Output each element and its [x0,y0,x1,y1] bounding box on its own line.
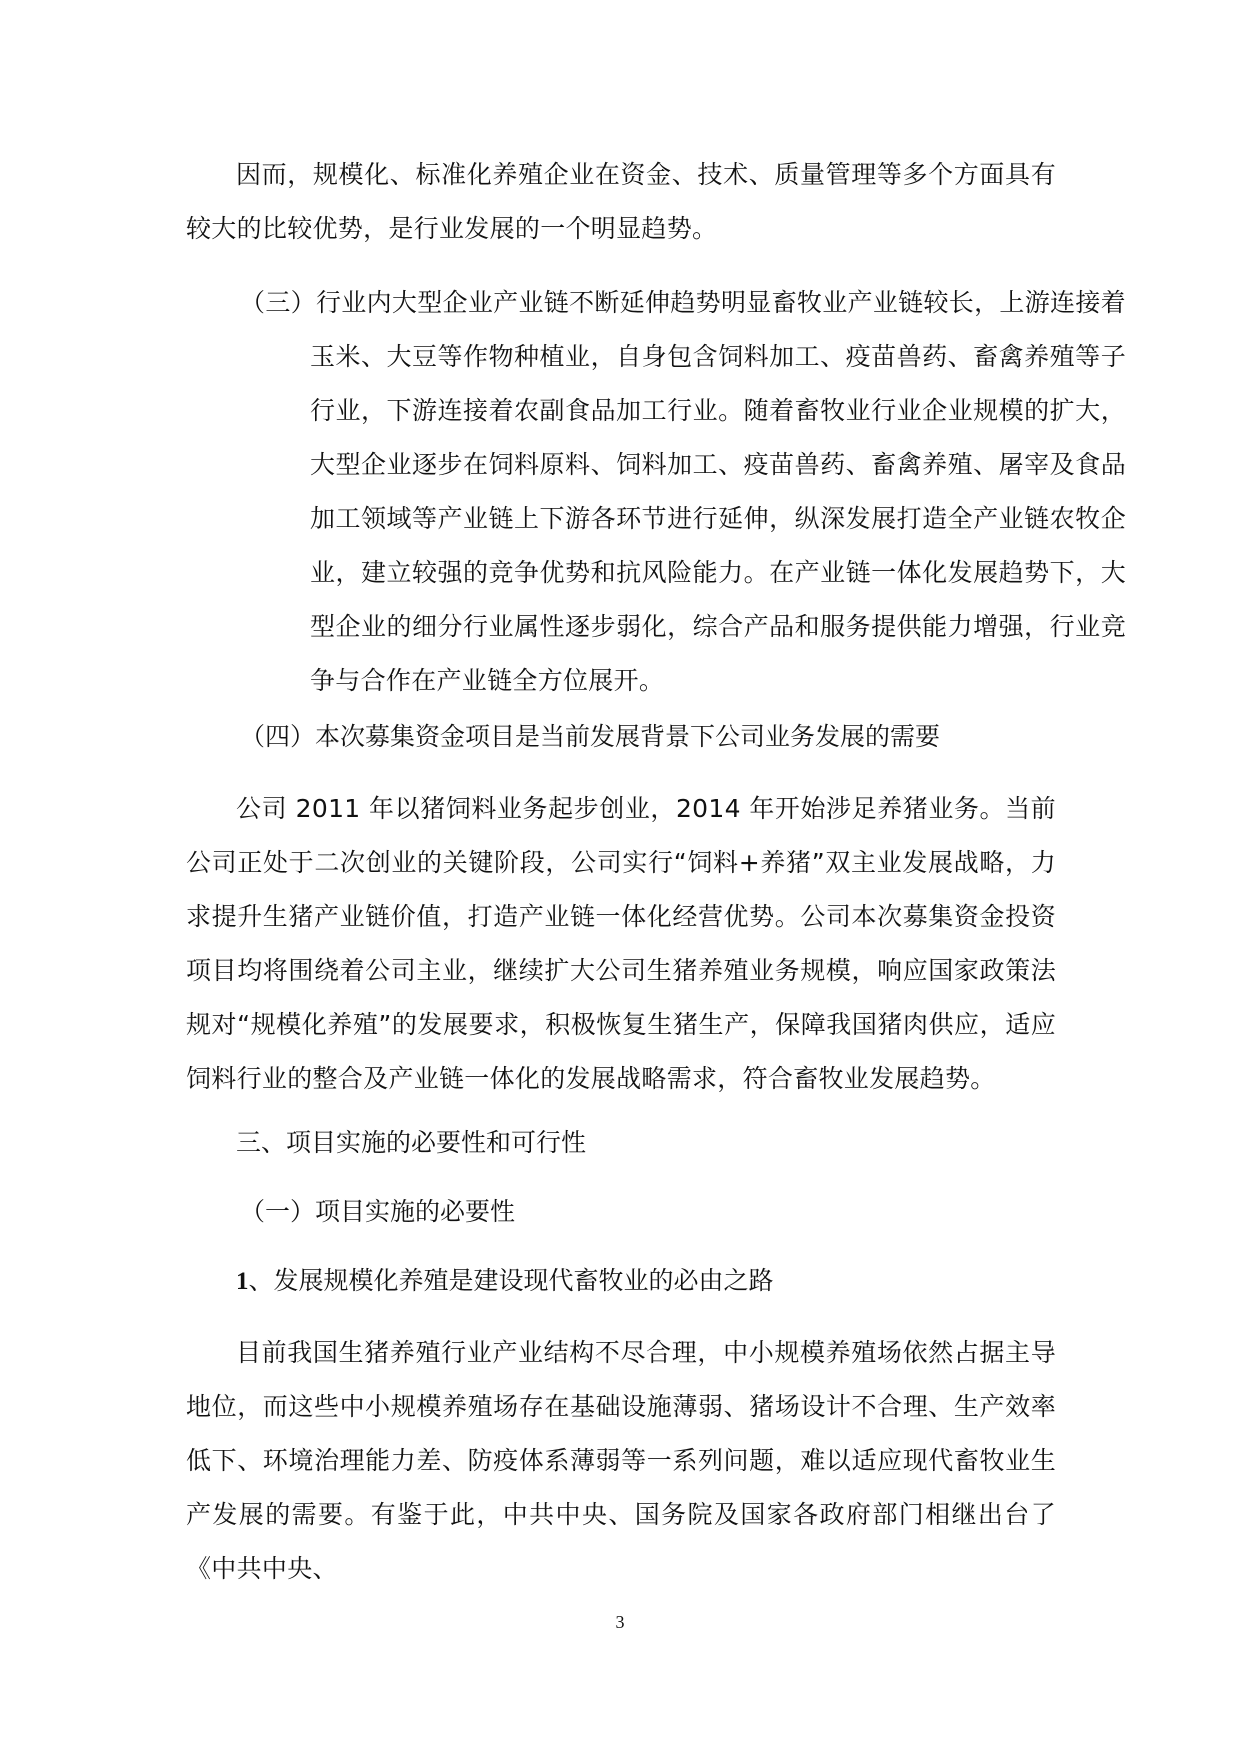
heading-item-1 [236,1254,774,1309]
heading-section-4: （四）本次募集资金项目是当前发展背景下公司业务发展的需要 [240,722,941,751]
heading-part-3: 三、项目实施的必要性和可行性 [236,1128,587,1157]
paragraph-scale-advantage: 因而，规模化、标准化养殖企业在资金、技术、质量管理等多个方面具有较大的比较优势，是行业发展的一个明显趋势。 [186,160,1056,243]
heading-subsection-1: （一）项目实施的必要性 [240,1197,516,1226]
paragraph-scale-farming: 目前我国生猪养殖行业产业结构不尽合理，中小规模养殖场依然占据主导地位，而这些中小规模养殖场存在基础设施薄弱、猪场设计不合理、生产效率低下、环境治理能力差、防疫体系薄弱等一系列问题，难以适应现代畜牧业生产发展的需要。有鉴于此，中共中央、国务院及国家各政府部门相继出台了《中共中央、 [186,1338,1056,1583]
item-title: 、发展规模化养殖是建设现代畜牧业的必由之路 [248,1266,774,1295]
paragraph-company-background: 公司 2011 年以猪饲料业务起步创业，2014 年开始涉足养猪业务。当前公司正处于二次创业的关键阶段，公司实行“饲料+养猪”双主业发展战略，力求提升生猪产业链价值，打造产业链一体化经营优势。公司本次募集资金投资项目均将围绕着公司主业，继续扩大公司生猪养殖业务规模，响应国家政策法规对“规模化养殖”的发展要求，积极恢复生猪生产，保障我国猪肉供应，适应饲料行业的整合及产业链一体化的发展战略需求，符合畜牧业发展趋势。 [186,794,1056,1093]
page-number: 3 [615,1612,625,1632]
item-number: 1 [236,1268,249,1295]
paragraph-industry-chain: （三）行业内大型企业产业链不断延伸趋势明显畜牧业产业链较长，上游连接着玉米、大豆等作物种植业，自身包含饲料加工、疫苗兽药、畜禽养殖等子行业，下游连接着农副食品加工行业。随着畜牧业行业企业规模的扩大，大型企业逐步在饲料原料、饲料加工、疫苗兽药、畜禽养殖、屠宰及食品加工领域等产业链上下游各环节进行延伸，纵深发展打造全产业链农牧企业，建立较强的竞争优势和抗风险能力。在产业链一体化发展趋势下，大型企业的细分行业属性逐步弱化，综合产品和服务提供能力增强，行业竞争与合作在产业链全方位展开。 [240,288,1126,695]
